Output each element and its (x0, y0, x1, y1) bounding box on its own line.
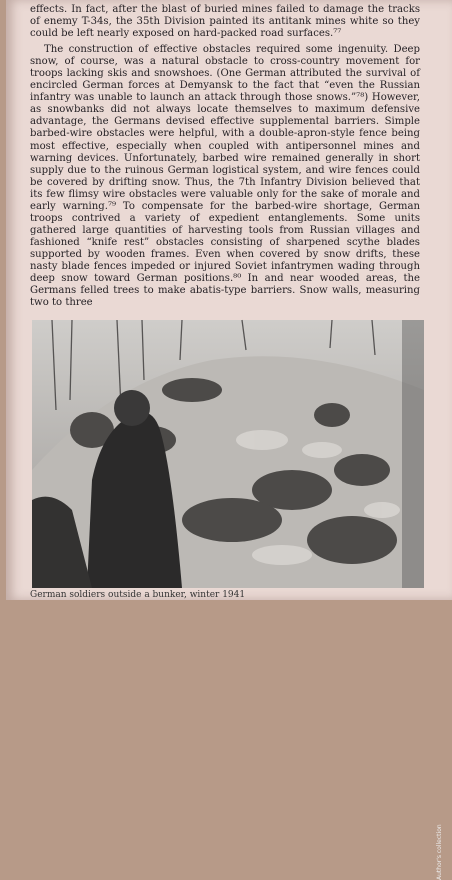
body-text (30, 4, 420, 309)
book-page (6, 0, 452, 880)
photo-credit: Author's collection (436, 824, 443, 880)
paragraph-2: The construction of effective obstacles required some ingenuity. Deep snow, of course, was a natural obstacle to cross-country movement for troops lacking skis and snowshoes. (One German attributed the survival of encircled German forces at Demyansk to the fact that “even the Russian infantry was unable to launch an attack through those snows.”⁷⁸) However, as snowbanks did not always locate themselves to maximum defensive advantage, the Germans devised effective supplemental barriers. Simple barbed-wire obstacles were helpful, with a double-apron-style fence being most effective, especially when coupled with antipersonnel mines and warning devices. Unfortunately, barbed wire remained generally in short supply due to the ruinous German logistical system, and wire fences could be covered by drifting snow. Thus, the 7th Infantry Division believed that its few flimsy wire obstacles were valuable only for the sake of morale and early warning.⁷⁹ To compensate for the barbed-wire shortage, German troops contrived a variety of expedient entanglements. Some units gathered large quantities of harvesting tools from Russian villages and fashioned “knife rest” obstacles consisting of sharpened scythe blades supported by wooden frames. Even when covered by snow drifts, these nasty blade fences impeded or injured Soviet infantrymen wading through deep snow toward German positions.⁸⁰ In and near wooded areas, the Germans felled trees to make abatis-type barriers. Snow walls, measuring two to three (30, 44, 420, 309)
photo-image (32, 320, 424, 588)
paragraph-1: effects. In fact, after the blast of buried mines failed to damage the tracks of enemy T-34s, the 35th Division painted its antitank mines white so they could be left nearly exposed on hard-packed road surfaces.⁷⁷ (30, 4, 420, 40)
photo-caption: German soldiers outside a bunker, winter 1941 (30, 590, 246, 600)
